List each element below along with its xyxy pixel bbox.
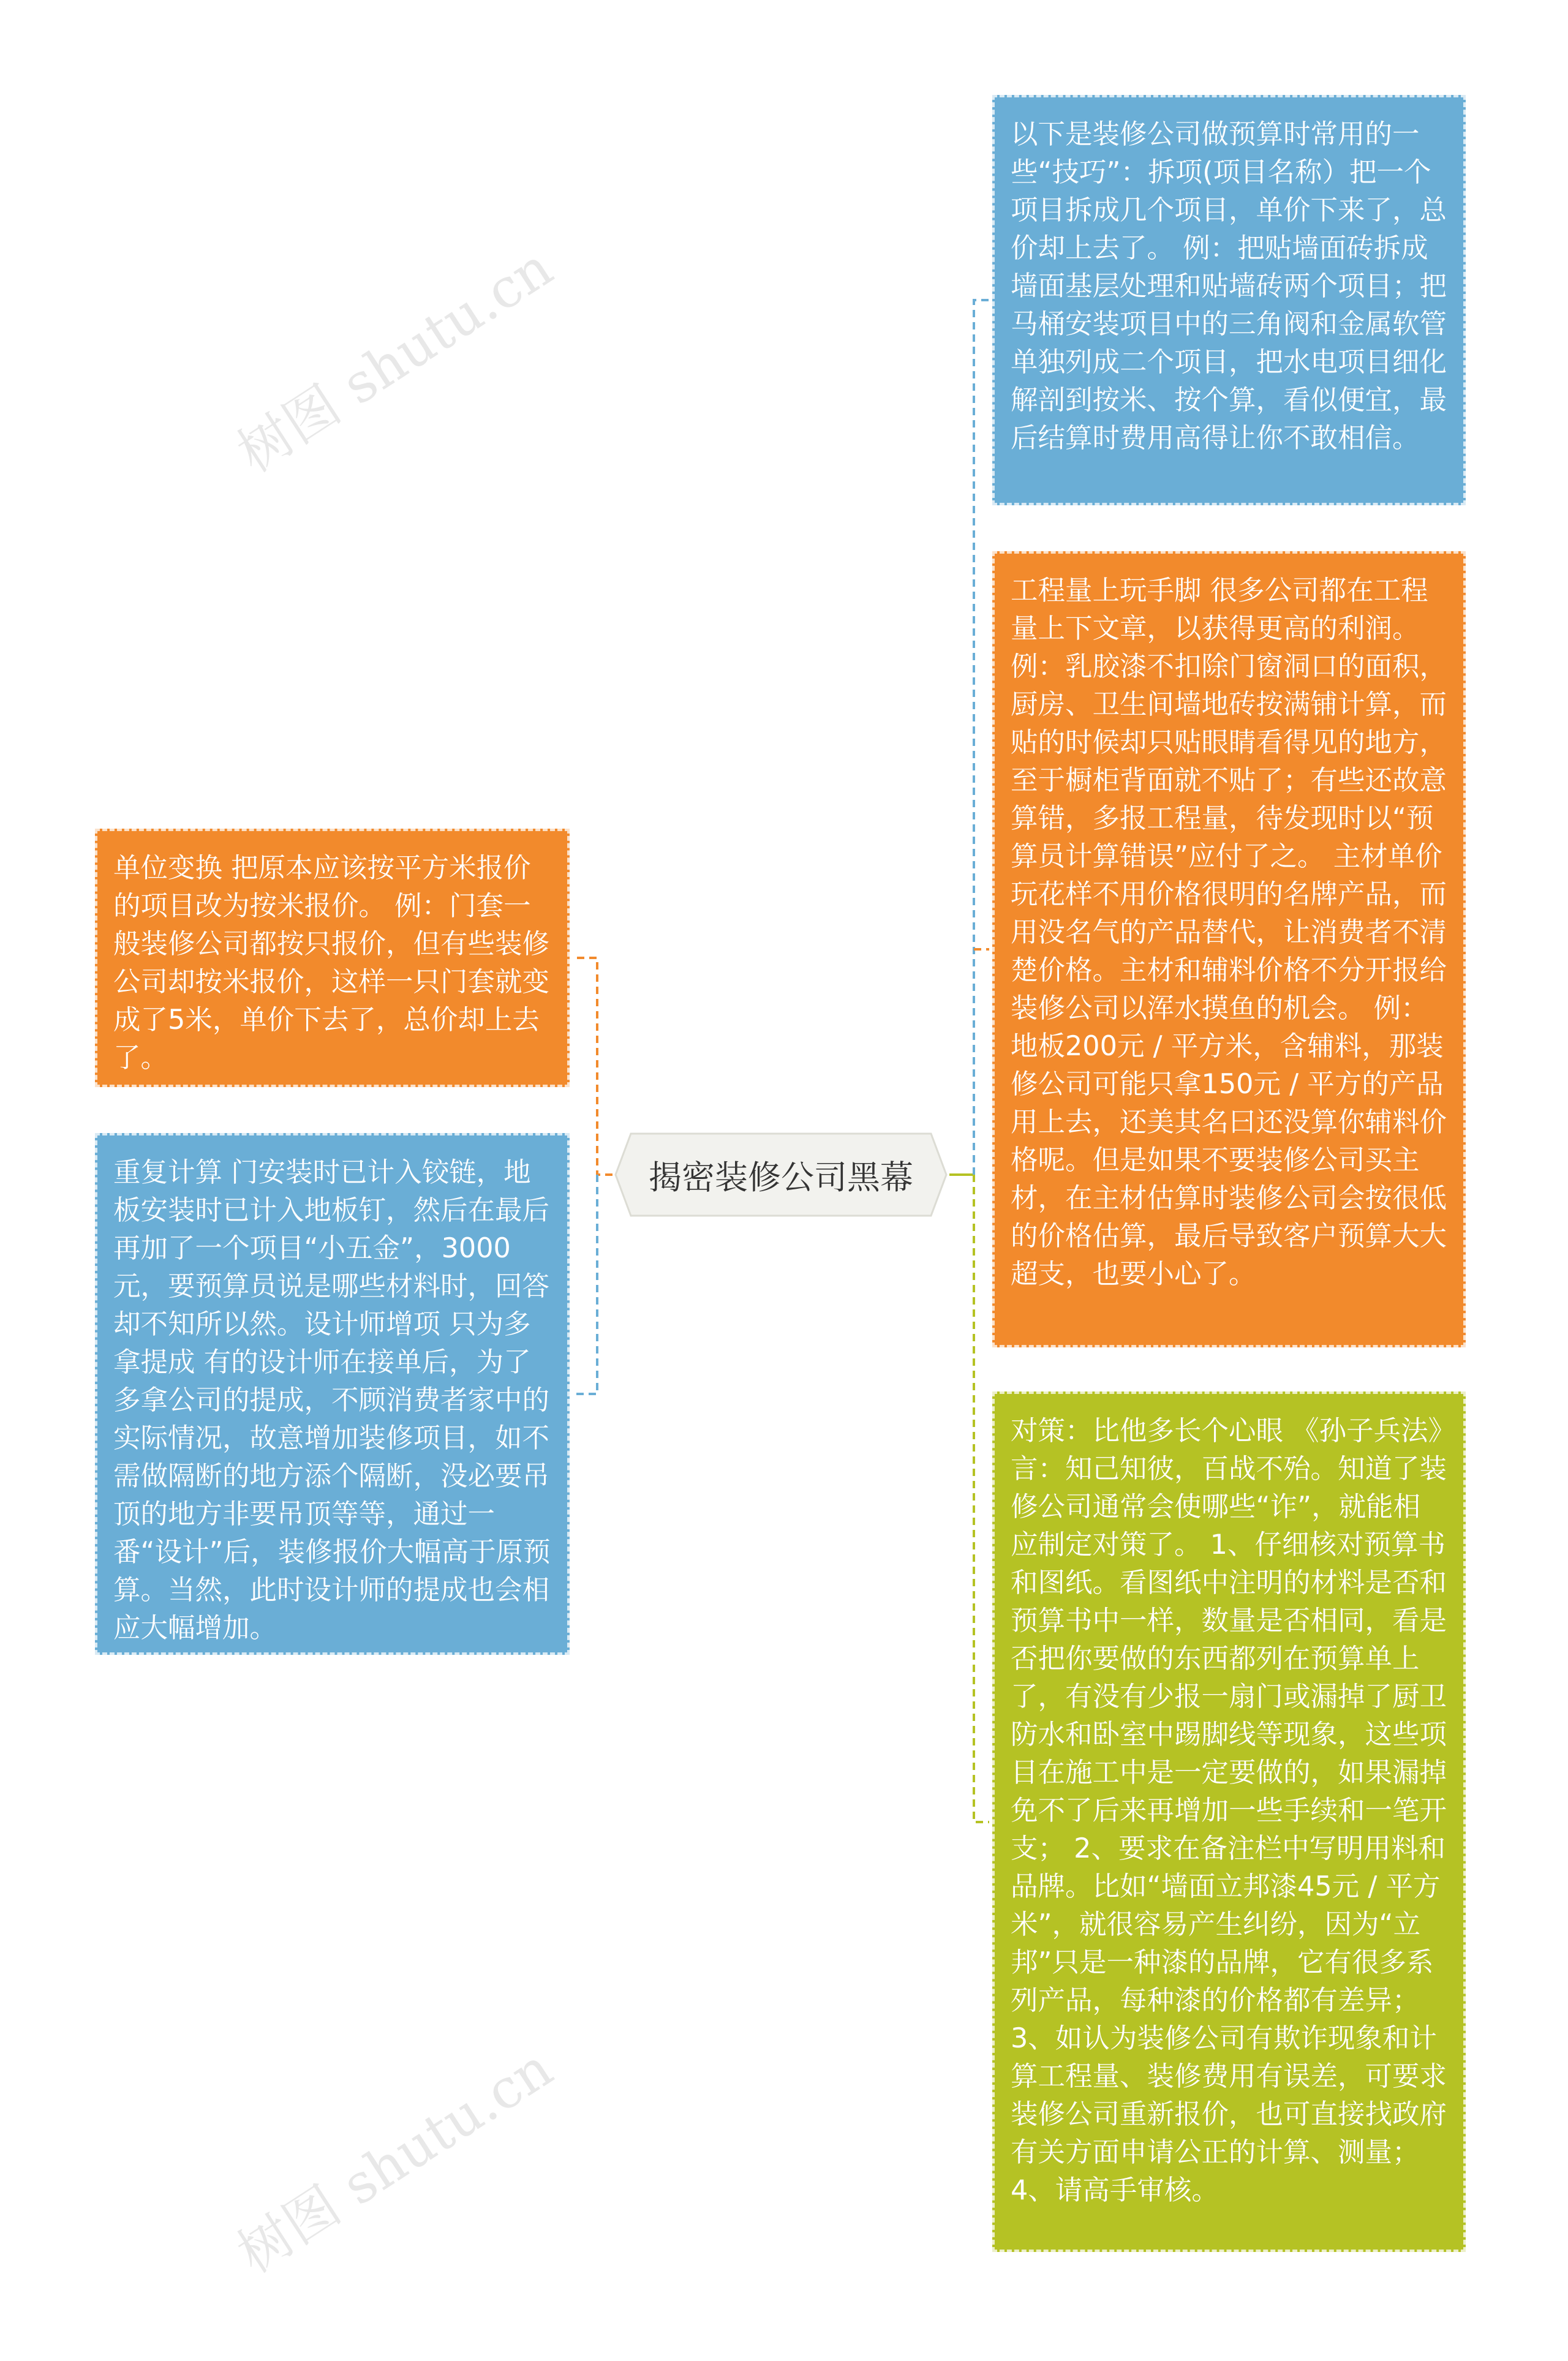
watermark-top: 树图 shutu.cn [226, 235, 564, 485]
connector-right-top [974, 300, 989, 1175]
topic-text: 对策：比他多长个心眼 《孙子兵法》言：知己知彼，百战不殆。知道了装修公司通常会使哪些“诈”，就能相应制定对策了。 1、仔细核对预算书和图纸。看图纸中注明的材料是否和预算书中一样，数量是否相同，看是否把你要做的东西都列在预算单上了，有没有少报一扇门或漏掉了厨卫防水和卧室中踢脚线等现象，这些项目在施工中是一定要做的，如果漏掉免不了后来再增加一些手续和一笔开支； 2、要求在备注栏中写明用料和品牌。比如“墙面立邦漆45元 / 平方米”，就很容易产生纠纷，因为“立邦”只是一种漆的品牌，它有很多系列产品，每种漆的价格都有差异； 3、如认为装修公司有欺诈现象和计算工程量、装修费用有误差，可要求装修公司重新报价，也可直接找政府有关方面申请公正的计算、测量； 4、请高手审核。 [1011, 1415, 1447, 2206]
central-topic-label: 揭密装修公司黑幕 [649, 1158, 913, 1197]
topic-unit-conversion[interactable] [95, 829, 570, 1087]
topic-text: 重复计算 门安装时已计入铰链，地板安装时已计入地板钉，然后在最后再加了一个项目“小五金”，3000元，要预算员说是哪些材料时，回答却不知所以然。设计师增项 只为多拿提成 有的设计师在接单后，为了多拿公司的提成，不顾消费者家中的实际情况，故意增加装修项目，如不需做隔断的地方添个隔断，没必要吊顶的地方非要吊顶等等，通过一番“设计”后，装修报价大幅高于原预算。当然，此时设计师的提成也会相应大幅增加。 [113, 1157, 551, 1644]
topic-countermeasures[interactable] [992, 1391, 1466, 2252]
watermark-bottom: 树图 shutu.cn [226, 2036, 564, 2286]
connector-right-bottom [974, 1175, 989, 1822]
topic-quantity-tricks[interactable] [992, 551, 1466, 1347]
topic-text: 以下是装修公司做预算时常用的一些“技巧”：拆项(项目名称）把一个项目拆成几个项目，单价下来了，总价却上去了。 例：把贴墙面砖拆成墙面基层处理和贴墙砖两个项目；把马桶安装项目中的三角阀和金属软管单独列成二个项目，把水电项目细化解剖到按米、按个算，看似便宜，最后结算时费用高得让你不敢相信。 [1011, 119, 1447, 454]
connector-left-trunk [573, 958, 612, 1175]
topic-duplicate-calculation[interactable] [95, 1133, 570, 1655]
central-topic[interactable] [612, 1129, 949, 1221]
topic-split-items[interactable] [992, 95, 1466, 505]
topic-text: 单位变换 把原本应该按平方米报价的项目改为按米报价。 例：门套一般装修公司都按只报价，但有些装修公司却按米报价，这样一只门套就变成了5米，单价下去了，总价却上去了。 [113, 853, 550, 1074]
connector-left-lower [573, 1175, 597, 1394]
topic-text: 工程量上玩手脚 很多公司都在工程量上下文章，以获得更高的利润。 例：乳胶漆不扣除门窗洞口的面积，厨房、卫生间墙地砖按满铺计算，而贴的时候却只贴眼睛看得见的地方，至于橱柜背面就不贴了；有些还故意算错，多报工程量，待发现时以“预算员计算错误”应付了之。 主材单价玩花样不用价格很明的名牌产品，而用没名气的产品替代，让消费者不清楚价格。主材和辅料价格不分开报给装修公司以浑水摸鱼的机会。 例：地板200元 / 平方米，含辅料，那装修公司可能只拿150元 / 平方的产品用上去，还美其名曰还没算你辅料价格呢。但是如果不要装修公司买主材，在主材估算时装修公司会按很低的价格估算，最后导致客户预算大大超支，也要小心了。 [1011, 575, 1447, 1290]
